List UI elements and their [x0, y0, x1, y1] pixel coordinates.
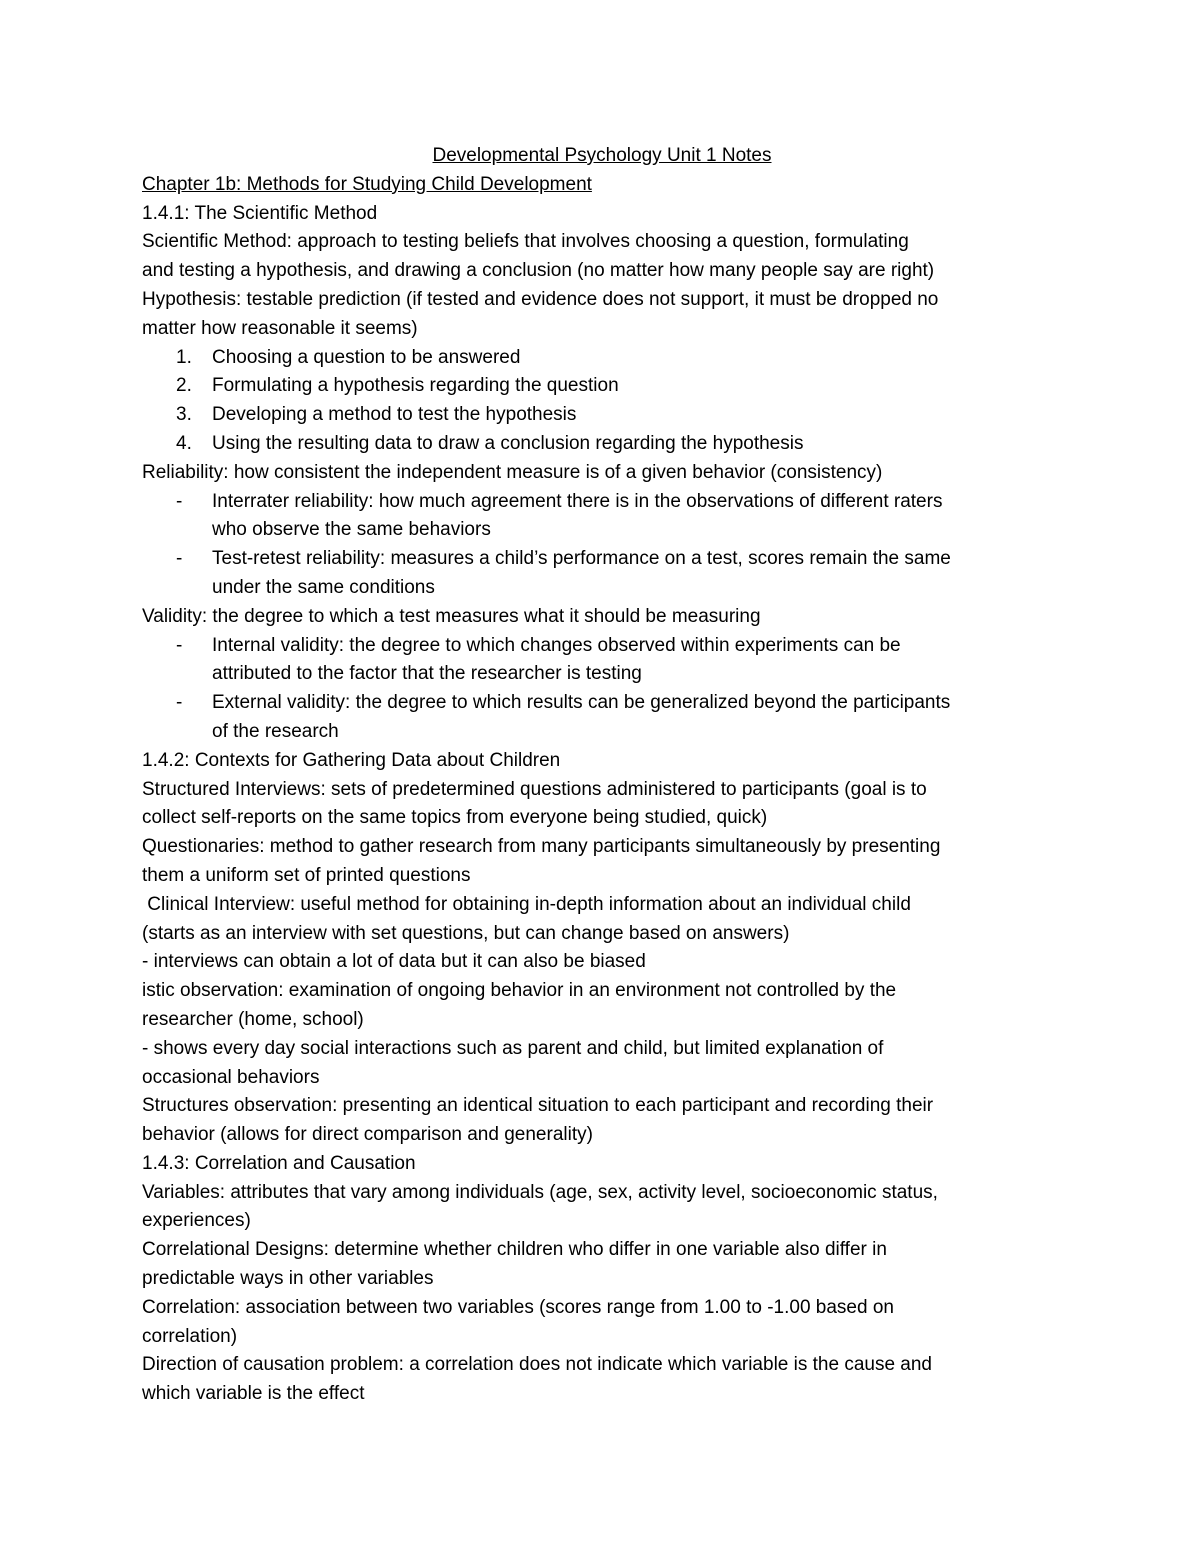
- scientific-method-steps: [142, 344, 1062, 459]
- list-item: [142, 545, 1062, 603]
- text-line: Questionaries: method to gather research from many participants simultaneously by presenting: [142, 836, 941, 858]
- text-line: - interviews can obtain a lot of data but it can also be biased: [142, 951, 646, 973]
- list-item-text: Formulating a hypothesis regarding the question: [212, 375, 619, 397]
- text-line: occasional behaviors: [142, 1066, 320, 1088]
- definition-line: Hypothesis: testable prediction (if tested and evidence does not support, it must be dropped no: [142, 288, 939, 310]
- reliability-list: [142, 488, 1062, 603]
- text-line: Correlation: association between two variables (scores range from 1.00 to -1.00 based on: [142, 1296, 894, 1318]
- definition-line: Reliability: how consistent the independent measure is of a given behavior (consistency): [142, 461, 883, 483]
- document-title: Developmental Psychology Unit 1 Notes: [432, 145, 772, 166]
- dash-marker: -: [176, 490, 183, 512]
- section-heading-scientific-method: 1.4.1: The Scientific Method: [142, 202, 378, 224]
- text-line: researcher (home, school): [142, 1008, 364, 1030]
- list-number: 2.: [176, 375, 192, 397]
- list-item-text: External validity: the degree to which results can be generalized beyond the participants: [212, 692, 951, 714]
- list-item-text: Test-retest reliability: measures a child’s performance on a test, scores remain the same: [212, 548, 951, 570]
- list-item: [142, 430, 1062, 459]
- definition-line: Scientific Method: approach to testing beliefs that involves choosing a question, formulating: [142, 231, 909, 253]
- text-line: Direction of causation problem: a correlation does not indicate which variable is the cause and: [142, 1354, 933, 1376]
- list-item-text: attributed to the factor that the researcher is testing: [212, 663, 642, 685]
- text-line: correlation): [142, 1325, 238, 1347]
- text-line: Correlational Designs: determine whether children who differ in one variable also differ in: [142, 1239, 887, 1261]
- list-number: 1.: [176, 346, 192, 368]
- list-item-text: Interrater reliability: how much agreement there is in the observations of different raters: [212, 490, 943, 512]
- list-item-text: Using the resulting data to draw a conclusion regarding the hypothesis: [212, 432, 804, 454]
- dash-marker: -: [176, 692, 183, 714]
- validity-list: [142, 632, 1062, 747]
- text-line: - shows every day social interactions such as parent and child, but limited explanation of: [142, 1037, 884, 1059]
- list-item-text: of the research: [212, 720, 339, 742]
- document-page: [142, 142, 1062, 1409]
- chapter-heading: Chapter 1b: Methods for Studying Child Development: [142, 173, 592, 195]
- list-number: 4.: [176, 432, 192, 454]
- list-item: [142, 344, 1062, 373]
- section-heading-correlation: 1.4.3: Correlation and Causation: [142, 1152, 416, 1174]
- list-item: [142, 401, 1062, 430]
- section-heading-contexts: 1.4.2: Contexts for Gathering Data about Children: [142, 749, 561, 771]
- list-item: [142, 372, 1062, 401]
- dash-marker: -: [176, 548, 183, 570]
- definition-line: and testing a hypothesis, and drawing a conclusion (no matter how many people say are right): [142, 260, 935, 282]
- definition-line: Validity: the degree to which a test measures what it should be measuring: [142, 605, 761, 627]
- list-item-text: Internal validity: the degree to which changes observed within experiments can be: [212, 634, 901, 656]
- list-item: [142, 632, 1062, 690]
- text-line: Structured Interviews: sets of predetermined questions administered to participants (goal is to: [142, 778, 927, 800]
- text-line: istic observation: examination of ongoing behavior in an environment not controlled by the: [142, 980, 897, 1002]
- text-line: them a uniform set of printed questions: [142, 864, 471, 886]
- text-line: Structures observation: presenting an identical situation to each participant and recording their: [142, 1095, 934, 1117]
- text-line: predictable ways in other variables: [142, 1268, 434, 1290]
- list-item-text: Developing a method to test the hypothesis: [212, 404, 577, 426]
- list-item-text: who observe the same behaviors: [212, 519, 491, 541]
- list-item-text: Choosing a question to be answered: [212, 346, 521, 368]
- list-item: [142, 689, 1062, 747]
- definition-line: matter how reasonable it seems): [142, 317, 418, 339]
- list-item-text: under the same conditions: [212, 576, 435, 598]
- text-line: Clinical Interview: useful method for obtaining in-depth information about an individual child: [142, 893, 911, 915]
- list-item: [142, 488, 1062, 546]
- text-line: which variable is the effect: [142, 1383, 365, 1405]
- text-line: collect self-reports on the same topics from everyone being studied, quick): [142, 807, 768, 829]
- list-number: 3.: [176, 404, 192, 426]
- text-line: experiences): [142, 1210, 251, 1232]
- text-line: Variables: attributes that vary among individuals (age, sex, activity level, socioeconomic status,: [142, 1181, 938, 1203]
- text-line: (starts as an interview with set questions, but can change based on answers): [142, 922, 790, 944]
- text-line: behavior (allows for direct comparison and generality): [142, 1124, 593, 1146]
- dash-marker: -: [176, 634, 183, 656]
